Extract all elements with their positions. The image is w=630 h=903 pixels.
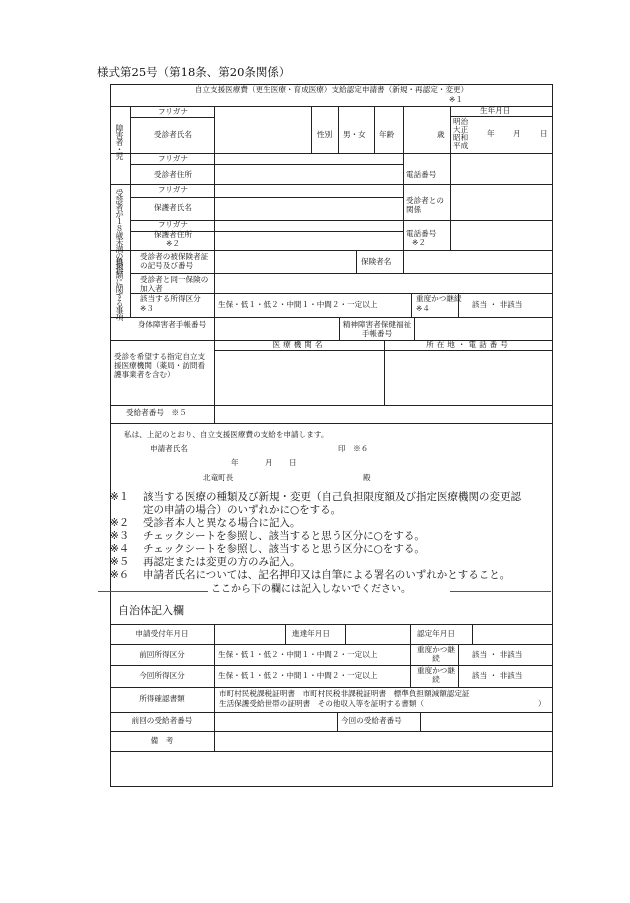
- form-number: 様式第25号（第18条、第20条関係）: [97, 65, 291, 79]
- income-docs-close: ）: [538, 699, 546, 708]
- progress-date-label: 進達年月日: [292, 629, 330, 638]
- income-class-note: ※３: [140, 304, 154, 313]
- applicable-options[interactable]: 該当 ・ 非該当: [472, 300, 523, 309]
- recipient-number-field[interactable]: [215, 406, 552, 422]
- seal-label: 印 ※６: [338, 444, 369, 453]
- prev-recipient-label: 前回の受給者番号: [131, 716, 193, 725]
- municipal-heading: 自治体記入欄: [118, 604, 184, 617]
- note-6-mark: ※６: [110, 569, 130, 581]
- declaration-day: 日: [289, 458, 297, 467]
- income-docs-label: 所得確認書類: [139, 694, 185, 703]
- guardian-furigana-label: フリガナ: [158, 185, 188, 194]
- patient-phone-label: 電話番号: [406, 170, 437, 179]
- income-docs-line2: 生活保護受給世帯の証明書 その他収入等を証明する書類（: [219, 699, 425, 708]
- curr-heavy-continuous-label: 重度かつ継続: [417, 666, 455, 685]
- patient-address-field[interactable]: [215, 165, 402, 183]
- relation-label: 受診者との関係: [406, 196, 444, 215]
- era-heisei[interactable]: 平成: [453, 141, 469, 150]
- note-4-mark: ※４: [110, 543, 130, 555]
- patient-section-label: 障害者・児: [115, 124, 124, 159]
- burden-section-label: 負担額に関する事項: [115, 257, 124, 320]
- era-taisho[interactable]: 大正: [453, 125, 469, 134]
- note-4-text: チェックシートを参照し、該当すると思う区分に○をする。: [143, 543, 425, 555]
- curr-recipient-label: 今回の受給者番号: [341, 716, 402, 725]
- guardian-address-furigana: フリガナ: [158, 220, 188, 229]
- note-3-text: チェックシートを参照し、該当すると思う区分に○をする。: [143, 530, 425, 542]
- mental-handbook-label: 精神障害者保健福祉手帳番号: [342, 320, 412, 339]
- note-1-mark: ※１: [110, 491, 130, 503]
- heavy-continuous-label: 重度かつ継続: [416, 294, 462, 303]
- age-unit: 歳: [437, 130, 445, 139]
- note-5-text: 再認定または変更の方のみ記入。: [143, 556, 301, 568]
- curr-income-options[interactable]: 生保・低１・低２・中間１・中間２・一定以上: [218, 671, 378, 680]
- income-options[interactable]: 生保・低１・低２・中間１・中間２・一定以上: [218, 300, 378, 309]
- note-1-text-cont: 定の申請の場合）のいずれかに○をする。: [143, 504, 342, 516]
- divider-text: ここから下の欄には記入しないでください。: [211, 584, 411, 595]
- prev-heavy-continuous-label: 重度かつ継続: [417, 645, 455, 664]
- addressee: 北竜町長: [203, 473, 234, 482]
- declaration-year: 年: [231, 458, 239, 467]
- age-label: 年齢: [379, 130, 395, 139]
- guardian-phone-label: 電話番号: [406, 229, 437, 238]
- guardian-address-note: ※２: [166, 239, 180, 248]
- curr-applicable-options[interactable]: 該当 ・ 非該当: [472, 671, 523, 680]
- location-phone-field[interactable]: [385, 351, 552, 404]
- patient-address-label: 受診者住所: [154, 170, 192, 179]
- prev-applicable-options[interactable]: 該当 ・ 非該当: [472, 650, 523, 659]
- note-2-text: 受診者本人と異なる場合に記入。: [143, 517, 301, 529]
- gender-options[interactable]: 男・女: [343, 130, 366, 139]
- gender-label: 性別: [317, 130, 333, 139]
- divider-left: [98, 591, 208, 592]
- desired-institution-label: 受診を希望する指定自立支援医療機関（薬局・訪問看護事業者を含む）: [114, 352, 206, 380]
- medical-institution-heading: 医療機関名: [272, 340, 326, 349]
- prev-income-options[interactable]: 生保・低１・低２・中間１・中間２・一定以上: [218, 650, 378, 659]
- birth-month-unit: 月: [513, 129, 521, 138]
- same-insurance-label: 受診者と同一保険の加入者: [140, 275, 209, 294]
- era-showa[interactable]: 昭和: [453, 133, 469, 142]
- form-title: 自立支援医療費（更生医療・育成医療）支給認定申請書（新規・再認定・変更）: [194, 85, 469, 94]
- note-2-mark: ※２: [110, 517, 130, 529]
- location-phone-heading: 所在地・電話番号: [426, 340, 511, 349]
- declaration-month: 月: [265, 458, 273, 467]
- prev-income-label: 前回所得区分: [139, 650, 185, 659]
- patient-name-label: 受診者氏名: [154, 130, 192, 139]
- birth-day-unit: 日: [540, 129, 548, 138]
- disability-handbook-label: 身体障害者手帳番号: [137, 320, 207, 329]
- application-date-label: 申請受付年月日: [135, 629, 189, 638]
- honorific: 殿: [363, 473, 371, 482]
- guardian-name-label: 保護者氏名: [154, 203, 192, 212]
- title-note: ※１: [449, 95, 463, 104]
- applicant-name-label: 申請者氏名: [150, 444, 188, 453]
- guardian-section-label: 受診者が１８歳未満の場合: [115, 189, 124, 273]
- note-3-mark: ※３: [110, 530, 130, 542]
- guardian-address-label: 保護者住所: [154, 230, 192, 239]
- declaration-statement: 私は、上記のとおり、自立支援医療費の支給を申請します。: [124, 430, 329, 439]
- era-meiji[interactable]: 明治: [453, 117, 469, 126]
- remarks-label: 備 考: [150, 736, 174, 745]
- birth-date-label: 生年月日: [480, 106, 511, 115]
- guardian-address-field[interactable]: [215, 232, 402, 249]
- guardian-name-field[interactable]: [215, 198, 402, 219]
- patient-name-field[interactable]: [215, 118, 310, 152]
- note-5-mark: ※５: [110, 556, 130, 568]
- note-6-text: 申請者氏名については、記名押印又は自筆による署名のいずれかとすること。: [143, 569, 511, 581]
- medical-institution-field[interactable]: [215, 351, 383, 404]
- income-docs-line1: 市町村民税課税証明書 市町村民税非課税証明書 標準負担額減額認定証: [219, 689, 470, 698]
- heavy-continuous-note: ※４: [416, 304, 430, 313]
- guardian-phone-note: ※２: [412, 238, 426, 247]
- birth-year-unit: 年: [487, 129, 495, 138]
- insured-symbol-label: 受診者の被保険者証の記号及び番号: [140, 252, 209, 271]
- income-class-label: 該当する所得区分: [140, 294, 201, 303]
- patient-address-furigana: フリガナ: [158, 154, 188, 163]
- patient-furigana-label: フリガナ: [158, 107, 188, 116]
- insurer-label: 保険者名: [361, 257, 392, 266]
- divider-right: [450, 591, 551, 592]
- note-1-text: 該当する医療の種類及び新規・変更（自己負担限度額及び指定医療機関の変更認: [143, 491, 521, 503]
- approval-date-label: 認定年月日: [417, 629, 455, 638]
- curr-income-label: 今回所得区分: [139, 671, 185, 680]
- recipient-number-label: 受給者番号 ※５: [126, 408, 187, 417]
